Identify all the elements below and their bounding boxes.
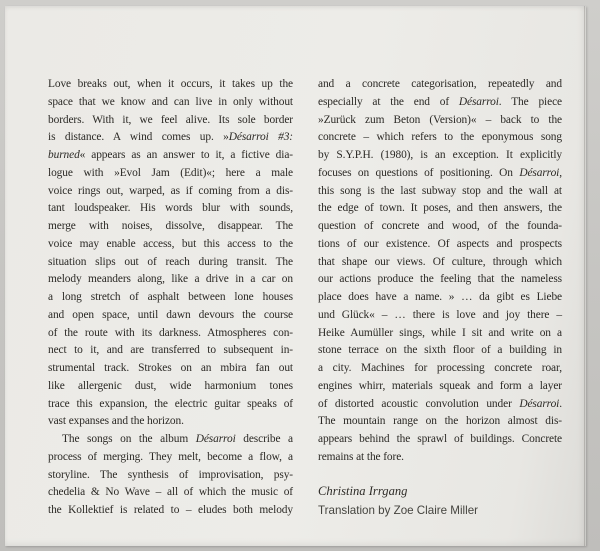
text-line: trace this expansion, the electric guitar speaks of (48, 397, 293, 410)
text-line: the Kollektief is related to – eludes both melody (48, 504, 293, 516)
text-line: concrete – which refers to the eponymous song (318, 131, 562, 144)
author-name: Christina Irrgang (318, 483, 408, 498)
text-line: situation slips out of reach during transit. The (48, 255, 293, 268)
text-line: space that we know and can live in only without (48, 95, 293, 108)
text-line: vast expanses and the horizon. (48, 415, 184, 428)
text-line: like allergenic dust, wide harmonium tones (48, 379, 293, 392)
text-line: voice rings out, warped, as if coming from a dis- (48, 184, 293, 197)
text-line: tant loudspeaker. His words blur with sounds, (48, 202, 293, 215)
text-line: voice may enable access, but this access to the (48, 237, 293, 250)
text-line: The songs on the album Désarroi describe a (62, 433, 293, 445)
booklet-page (5, 6, 586, 546)
text-line: place does have a name. » … da gibt es Liebe (318, 291, 562, 303)
text-line: our actions produce the feeling that the nameless (318, 273, 562, 286)
left-column (48, 76, 293, 520)
text-line: strumental track. Strokes on an mbira fan out (48, 362, 293, 374)
text-line: engines whirr, materials squeak and form a layer (318, 379, 562, 392)
text-line: burned« appears as an answer to it, a fictive dia- (48, 149, 293, 161)
credits-block (318, 482, 562, 520)
translation-credit: Translation by Zoe Claire Miller (318, 503, 479, 517)
text-line: a city. Machines for processing concrete roar, (318, 362, 562, 374)
text-line: Love breaks out, when it occurs, it takes up the (48, 78, 293, 90)
text-line: that shape our views. Of culture, through which (318, 255, 562, 268)
text-line: by S.Y.P.H. (1980), is an exception. It explicitly (318, 149, 562, 161)
text-line: stone terrace on the sixth floor of a building in (318, 344, 562, 357)
left-column-lines (48, 76, 293, 520)
text-line: focuses on questions of positioning. On Désarroi, (318, 166, 562, 179)
text-line: the edge of town. It poses, and then answers, the (318, 202, 562, 215)
text-line: The mountain range on the horizon almost dis- (318, 415, 562, 428)
text-line: is distance. A wind comes up. »Désarroi #3: (48, 131, 293, 144)
text-line: appears behind the sprawl of buildings. Concrete (318, 433, 562, 445)
text-line: this song is the last subway stop and the wall at (318, 184, 562, 197)
right-column (318, 76, 562, 520)
text-line: storyline. The synthesis of improvisation, psy- (48, 468, 293, 481)
text-line: of distorted acoustic convolution under Désarroi. (318, 397, 562, 410)
right-column-lines (318, 76, 562, 467)
text-line: melody meanders along, like a drive in a car on (48, 273, 293, 286)
text-line: und Glück« – … there is love and joy there – (318, 308, 562, 321)
text-line: especially at the end of Désarroi. The piece (318, 95, 562, 108)
text-line: borders. With it, we feel alive. Its sole border (48, 113, 293, 126)
text-line: process of merging. They melt, become a flow, a (48, 450, 293, 463)
text-line: a long stretch of asphalt between lone houses (48, 291, 293, 303)
text-line: nect to it, and are transferred to subsequent in- (48, 344, 293, 357)
text-line: »Zurück zum Beton (Version)« – back to the (318, 113, 562, 126)
text-content (48, 76, 562, 520)
text-line: question of concrete and wood, of the founda- (318, 220, 562, 232)
text-line: merge with noises, dissolve, disappear. The (48, 220, 293, 232)
text-line: Heike Aumüller sings, while I sit and write on a (318, 326, 562, 339)
text-line: of the route with its darkness. Atmospheres con- (48, 326, 293, 339)
text-line: and open space, until dawn devours the course (48, 308, 293, 321)
text-line: remains at the fore. (318, 450, 404, 463)
text-line: and a concrete categorisation, repeatedly and (318, 78, 562, 90)
text-line: logue with »Evol Jam (Edit)«; here a male (48, 166, 293, 179)
text-line: chedelia & No Wave – all of which the music of (48, 486, 293, 499)
text-line: tions of our existence. Of aspects and prospects (318, 237, 562, 250)
